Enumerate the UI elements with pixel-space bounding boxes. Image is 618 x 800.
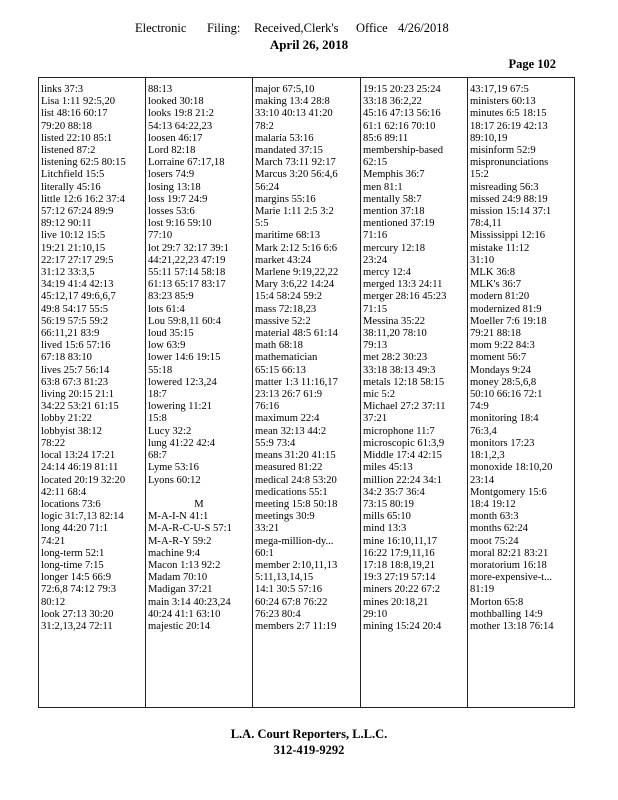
index-entry: math 68:18 <box>255 340 303 352</box>
index-entry: 65:15 66:13 <box>255 364 306 376</box>
index-entry: locations 73:6 <box>41 498 101 510</box>
index-entry: 61:1 62:16 70:10 <box>363 120 436 132</box>
index-entry: massive 52:2 <box>255 315 311 327</box>
index-entry: minutes 6:5 18:15 <box>470 108 547 120</box>
index-entry: 19:21 21:10,15 <box>41 242 106 254</box>
index-entry: mathematician <box>255 352 318 364</box>
index-entry: 31:12 33:3,5 <box>41 267 95 279</box>
index-entry: 33:10 40:13 41:20 <box>255 108 333 120</box>
index-entry: 5:5 <box>255 218 269 230</box>
index-entry: mass 72:18,23 <box>255 303 317 315</box>
index-entry: mines 20:18,21 <box>363 596 429 608</box>
index-entry: more-expensive-t... <box>470 572 553 584</box>
index-entry: moment 56:7 <box>470 352 527 364</box>
index-entry: matter 1:3 11:16,17 <box>255 376 338 388</box>
index-entry: 77:10 <box>148 230 173 242</box>
index-entry: lobby 21:22 <box>41 413 92 425</box>
index-entry: mention 37:18 <box>363 206 425 218</box>
index-entry: men 81:1 <box>363 181 403 193</box>
index-entry: loosen 46:17 <box>148 132 203 144</box>
header-received: Received,Clerk's <box>254 21 339 35</box>
index-entry: 45:12,17 49:6,6,7 <box>41 291 116 303</box>
index-entry: majestic 20:14 <box>148 620 211 632</box>
index-entry: 79:20 88:18 <box>41 120 92 132</box>
index-entry: longer 14:5 66:9 <box>41 572 112 584</box>
index-entry: mothballing 14:9 <box>470 608 543 620</box>
index-entry: 31:10 <box>470 254 495 266</box>
index-entry: 22:17 27:17 29:5 <box>41 254 114 266</box>
index-entry: 71:15 <box>363 303 388 315</box>
index-entry: members 2:7 11:19 <box>255 620 337 632</box>
index-entry: metals 12:18 58:15 <box>363 376 445 388</box>
index-entry: 34:19 41:4 42:13 <box>41 279 114 291</box>
index-entry: misinform 52:9 <box>470 145 536 157</box>
index-entry: Marie 1:11 2:5 3:2 <box>255 206 334 218</box>
index-entry: mills 65:10 <box>363 511 411 523</box>
index-entry: 33:18 36:2,22 <box>363 96 422 108</box>
index-entry: 88:13 <box>148 84 173 95</box>
index-entry: making 13:4 28:8 <box>255 96 330 108</box>
index-entry: March 73:11 92:17 <box>255 157 336 169</box>
index-entry: 34:2 35:7 36:4 <box>363 486 425 498</box>
footer-company: L.A. Court Reporters, L.L.C. <box>230 727 388 741</box>
index-entry: 76:16 <box>255 401 280 413</box>
index-entry: moral 82:21 83:21 <box>470 547 549 559</box>
index-entry: 62:15 <box>363 157 388 169</box>
index-entry: listened 87:2 <box>41 145 96 157</box>
index-entry: 34:22 53:21 61:15 <box>41 401 119 413</box>
index-entry: 15:8 <box>148 413 167 425</box>
index-entry: margins 55:16 <box>255 193 316 205</box>
index-entry: machine 9:4 <box>148 547 201 559</box>
index-entry: low 63:9 <box>148 340 186 352</box>
index-entry: located 20:19 32:20 <box>41 474 126 486</box>
index-entry: mega-million-dy... <box>255 535 334 547</box>
index-entry: Madam 70:10 <box>148 572 208 584</box>
index-entry: listed 22:10 85:1 <box>41 132 113 144</box>
index-entry: 5:11,13,14,15 <box>255 572 314 584</box>
index-entry: month 63:3 <box>470 511 519 523</box>
index-entry: 23:14 <box>470 474 495 486</box>
page-number: Page 102 <box>508 57 556 71</box>
index-entry: medications 55:1 <box>255 486 328 498</box>
index-entry: 74:9 <box>470 401 489 413</box>
index-entry: Memphis 36:7 <box>363 169 425 181</box>
word-index-box <box>38 77 575 708</box>
index-entry: miners 20:22 67:2 <box>363 584 441 596</box>
index-column-2 <box>148 84 250 703</box>
index-entry: measured 81:22 <box>255 462 323 474</box>
index-entry: 15:2 <box>470 169 489 181</box>
index-entry: moot 75:24 <box>470 535 519 547</box>
index-entry: losing 13:18 <box>148 181 201 193</box>
index-entry: long 44:20 71:1 <box>41 523 109 535</box>
index-entry: Lorraine 67:17,18 <box>148 157 225 169</box>
index-entry: modernized 81:9 <box>470 303 542 315</box>
index-entry: merged 13:3 24:11 <box>363 279 443 291</box>
index-entry: lost 9:16 59:10 <box>148 218 212 230</box>
index-entry: 18:1,2,3 <box>470 450 505 462</box>
index-entry: Madigan 37:21 <box>148 584 213 596</box>
index-entry: lowered 12:3,24 <box>148 376 217 388</box>
index-entry: 19:3 27:19 57:14 <box>363 572 436 584</box>
index-entry: 31:2,13,24 72:11 <box>41 620 113 632</box>
index-entry: mission 15:14 37:1 <box>470 206 552 218</box>
index-entry: maximum 22:4 <box>255 413 320 425</box>
index-entry: market 43:24 <box>255 254 312 266</box>
index-entry: long-time 7:15 <box>41 559 104 571</box>
index-entry: local 13:24 17:21 <box>41 450 116 462</box>
index-entry: 40:24 41:1 63:10 <box>148 608 221 620</box>
index-entry: 81:19 <box>470 584 495 596</box>
index-entry: 89:10,19 <box>470 132 508 144</box>
index-entry: 56:19 57:5 59:2 <box>41 315 109 327</box>
index-column-3 <box>255 84 358 703</box>
index-entry: mandated 37:15 <box>255 145 323 157</box>
index-entry: modern 81:20 <box>470 291 530 303</box>
index-entry: meeting 15:8 50:18 <box>255 498 338 510</box>
column-divider <box>145 78 146 707</box>
index-entry: Montgomery 15:6 <box>470 486 547 498</box>
index-entry: 89:12 90:11 <box>41 218 92 230</box>
index-entry: 60:24 67:8 76:22 <box>255 596 328 608</box>
index-entry: 42:11 68:4 <box>41 486 87 498</box>
index-entry: little 12:6 16:2 37:4 <box>41 193 125 205</box>
index-entry: meetings 30:9 <box>255 511 315 523</box>
index-entry: 72:6,8 74:12 79:3 <box>41 584 117 596</box>
index-entry: 83:23 85:9 <box>148 291 194 303</box>
index-entry: 55:9 73:4 <box>255 437 296 449</box>
index-entry: malaria 53:16 <box>255 132 314 144</box>
index-entry: 67:18 83:10 <box>41 352 92 364</box>
index-entry: 79:13 <box>363 340 388 352</box>
index-entry: Mississippi 12:16 <box>470 230 546 242</box>
index-entry: live 10:12 15:5 <box>41 230 106 242</box>
footer-phone: 312-419-9292 <box>273 743 345 757</box>
index-entry: 38:11,20 78:10 <box>363 328 427 340</box>
index-entry: 18:7 <box>148 389 167 401</box>
index-entry: Marcus 3:20 56:4,6 <box>255 169 338 181</box>
index-entry: logic 31:7,13 82:14 <box>41 511 124 523</box>
index-entry: microphone 11:7 <box>363 425 435 437</box>
index-entry: 61:13 65:17 83:17 <box>148 279 226 291</box>
index-entry: 66:11,21 83:9 <box>41 328 100 340</box>
index-entry: lot 29:7 32:17 39:1 <box>148 242 229 254</box>
index-entry: main 3:14 40:23,24 <box>148 596 231 608</box>
index-entry: 45:16 47:13 56:16 <box>363 108 441 120</box>
index-entry: Lucy 32:2 <box>148 425 192 437</box>
index-entry: misreading 56:3 <box>470 181 539 193</box>
index-entry: Moeller 7:6 19:18 <box>470 315 547 327</box>
index-entry: Marlene 9:19,22,22 <box>255 267 339 279</box>
index-entry: mom 9:22 84:3 <box>470 340 535 352</box>
index-entry: 73:15 80:19 <box>363 498 414 510</box>
index-entry: lives 25:7 56:14 <box>41 364 110 376</box>
index-entry: lived 15:6 57:16 <box>41 340 111 352</box>
index-entry: 63:8 67:3 81:23 <box>41 376 109 388</box>
index-entry: merger 28:16 45:23 <box>363 291 447 303</box>
index-entry: mistake 11:12 <box>470 242 530 254</box>
index-entry: 56:24 <box>255 181 280 193</box>
index-entry: mentally 58:7 <box>363 193 422 205</box>
index-entry: 60:1 <box>255 547 274 559</box>
filing-date: April 26, 2018 <box>269 37 349 52</box>
index-entry: 24:14 46:19 81:11 <box>41 462 119 474</box>
index-entry: member 2:10,11,13 <box>255 559 338 571</box>
index-entry: 54:13 64:22,23 <box>148 120 213 132</box>
index-entry: Morton 65:8 <box>470 596 524 608</box>
index-entry: miles 45:13 <box>363 462 413 474</box>
index-entry: MLK 36:8 <box>470 267 516 279</box>
index-entry: 55:11 57:14 58:18 <box>148 267 226 279</box>
header-office: Office <box>356 21 388 35</box>
index-entry: literally 45:16 <box>41 181 101 193</box>
index-entry: 74:21 <box>41 535 66 547</box>
index-entry: Lord 82:18 <box>148 145 196 157</box>
index-entry: maritime 68:13 <box>255 230 321 242</box>
index-entry: 78:4,11 <box>470 218 502 230</box>
index-entry: 43:17,19 67:5 <box>470 84 529 95</box>
index-entry: 55:18 <box>148 364 173 376</box>
index-entry: mercury 12:18 <box>363 242 426 254</box>
index-entry: MLK's 36:7 <box>470 279 522 291</box>
index-entry: lowering 11:21 <box>148 401 213 413</box>
index-entry: means 31:20 41:15 <box>255 450 336 462</box>
index-entry: million 22:24 34:1 <box>363 474 442 486</box>
index-column-5 <box>470 84 574 703</box>
index-entry: Macon 1:13 92:2 <box>148 559 221 571</box>
index-entry: 37:21 <box>363 413 388 425</box>
index-entry: Middle 17:4 42:15 <box>363 450 442 462</box>
column-divider <box>467 78 468 707</box>
index-entry: losers 74:9 <box>148 169 195 181</box>
index-entry: mentioned 37:19 <box>363 218 435 230</box>
index-entry: 76:23 80:4 <box>255 608 301 620</box>
index-column-4 <box>363 84 465 703</box>
index-entry: Mark 2:12 5:16 6:6 <box>255 242 338 254</box>
index-entry: Messina 35:22 <box>363 315 426 327</box>
index-entry: mic 5:2 <box>363 389 396 401</box>
index-entry: 76:3,4 <box>470 425 497 437</box>
index-entry: mother 13:18 76:14 <box>470 620 554 632</box>
index-entry: 33:21 <box>255 523 280 535</box>
index-entry: mine 16:10,11,17 <box>363 535 438 547</box>
index-entry: looks 19:8 21:2 <box>148 108 214 120</box>
section-letter: M <box>194 498 204 510</box>
index-entry: lots 61:4 <box>148 303 185 315</box>
index-entry: 17:18 18:8,19,21 <box>363 559 436 571</box>
index-entry: 49:8 54:17 55:5 <box>41 303 109 315</box>
column-divider <box>252 78 253 707</box>
index-entry: lung 41:22 42:4 <box>148 437 216 449</box>
header-filing: Filing: <box>207 21 241 35</box>
index-entry: lobbyist 38:12 <box>41 425 102 437</box>
index-entry: months 62:24 <box>470 523 528 535</box>
index-entry: 33:18 38:13 49:3 <box>363 364 436 376</box>
index-entry: 68:7 <box>148 450 167 462</box>
index-entry: money 28:5,6,8 <box>470 376 537 388</box>
index-entry: living 20:15 21:1 <box>41 389 114 401</box>
index-entry: 78:2 <box>255 120 274 132</box>
index-entry: mean 32:13 44:2 <box>255 425 327 437</box>
index-entry: looked 30:18 <box>148 96 204 108</box>
index-entry: 16:22 17:9,11,16 <box>363 547 435 559</box>
index-entry: listening 62:5 80:15 <box>41 157 126 169</box>
index-entry: loud 35:15 <box>148 328 194 340</box>
index-entry: 15:4 58:24 59:2 <box>255 291 323 303</box>
index-entry: 57:12 67:24 89:9 <box>41 206 114 218</box>
index-entry: 85:6 89:11 <box>363 132 409 144</box>
index-entry: 18:17 26:19 42:13 <box>470 120 548 132</box>
header-date-stamp: 4/26/2018 <box>398 21 449 35</box>
index-entry: mercy 12:4 <box>363 267 411 279</box>
index-entry: Mary 3:6,22 14:24 <box>255 279 335 291</box>
index-entry: M-A-R-C-U-S 57:1 <box>148 523 232 535</box>
index-entry: monoxide 18:10,20 <box>470 462 553 474</box>
index-entry: lower 14:6 19:15 <box>148 352 221 364</box>
index-entry: Lyons 60:12 <box>148 474 201 486</box>
index-entry: Michael 27:2 37:11 <box>363 401 446 413</box>
index-entry: monitors 17:23 <box>470 437 535 449</box>
index-entry: missed 24:9 88:19 <box>470 193 548 205</box>
index-entry: 18:4 19:12 <box>470 498 516 510</box>
index-entry: ministers 60:13 <box>470 96 536 108</box>
index-entry: M-A-I-N 41:1 <box>148 511 209 523</box>
index-entry: 78:22 <box>41 437 66 449</box>
header-electronic: Electronic <box>135 21 187 35</box>
index-entry: losses 53:6 <box>148 206 195 218</box>
index-entry: met 28:2 30:23 <box>363 352 428 364</box>
index-entry: microscopic 61:3,9 <box>363 437 445 449</box>
index-entry: monitoring 18:4 <box>470 413 539 425</box>
index-entry <box>148 487 250 499</box>
index-entry: membership-based <box>363 145 444 157</box>
index-entry: 79:21 88:18 <box>470 328 521 340</box>
index-entry: 14:1 30:5 57:16 <box>255 584 323 596</box>
index-entry: 80:12 <box>41 596 66 608</box>
index-entry: material 48:5 61:14 <box>255 328 338 340</box>
index-entry: moratorium 16:18 <box>470 559 547 571</box>
index-entry: mispronunciations <box>470 157 549 169</box>
index-entry: Lyme 53:16 <box>148 462 199 474</box>
index-entry: 29:10 <box>363 608 388 620</box>
index-entry: Litchfield 15:5 <box>41 169 105 181</box>
index-entry: 23:24 <box>363 254 388 266</box>
index-entry: 71:16 <box>363 230 388 242</box>
index-entry: 44:21,22,23 47:19 <box>148 254 226 266</box>
index-entry: Mondays 9:24 <box>470 364 531 376</box>
index-entry: mining 15:24 20:4 <box>363 620 442 632</box>
index-entry: medical 24:8 53:20 <box>255 474 337 486</box>
index-entry: major 67:5,10 <box>255 84 315 95</box>
index-entry: list 48:16 60:17 <box>41 108 108 120</box>
index-entry: mind 13:3 <box>363 523 407 535</box>
index-entry: Lisa 1:11 92:5,20 <box>41 96 116 108</box>
index-entry: long-term 52:1 <box>41 547 105 559</box>
index-entry: look 27:13 30:20 <box>41 608 114 620</box>
column-divider <box>360 78 361 707</box>
index-entry: Lou 59:8,11 60:4 <box>148 315 221 327</box>
index-entry: 50:10 66:16 72:1 <box>470 389 543 401</box>
index-column-1 <box>41 84 143 703</box>
index-entry: M-A-R-Y 59:2 <box>148 535 212 547</box>
index-entry: links 37:3 <box>41 84 84 95</box>
index-entry: 19:15 20:23 25:24 <box>363 84 441 95</box>
index-entry: loss 19:7 24:9 <box>148 193 208 205</box>
index-entry: 23:13 26:7 61:9 <box>255 389 323 401</box>
